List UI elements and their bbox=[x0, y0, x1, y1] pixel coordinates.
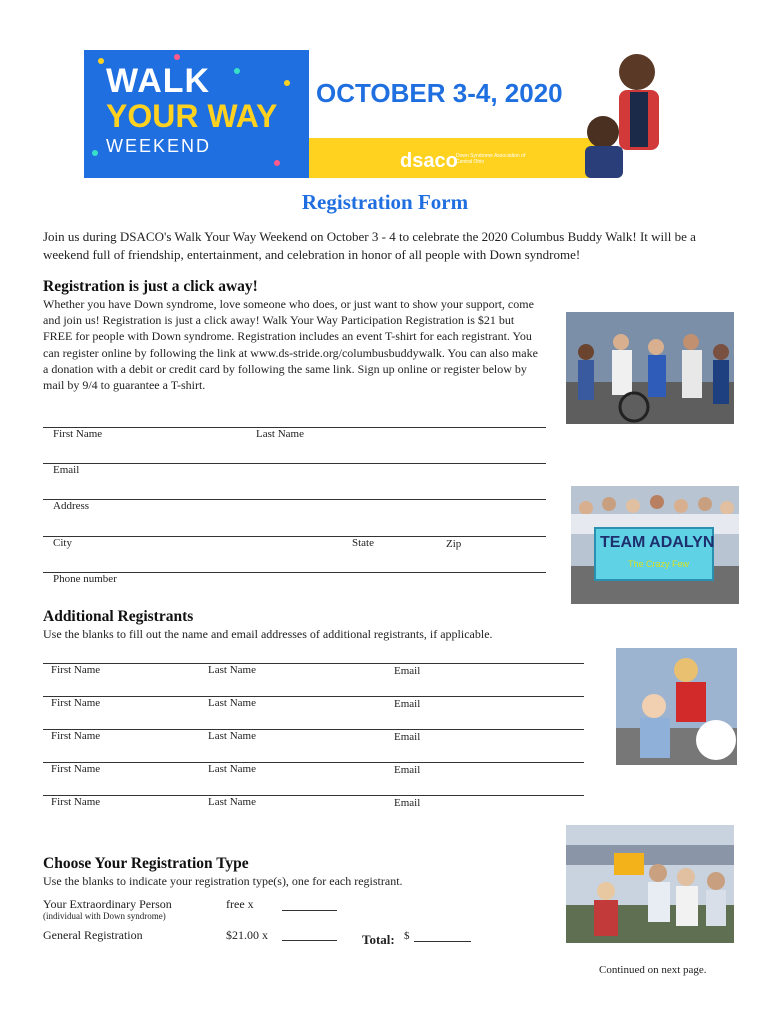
additional-last-name-label: Last Name bbox=[208, 730, 256, 742]
extraordinary-label: Your Extraordinary Person bbox=[43, 897, 172, 911]
page-title: Registration Form bbox=[301, 190, 469, 214]
group-stadium-photo bbox=[566, 825, 734, 943]
general-qty-blank[interactable] bbox=[282, 940, 337, 941]
additional-registrant-field[interactable] bbox=[43, 676, 584, 694]
state-label: State bbox=[352, 537, 374, 549]
additional-registrant-field[interactable] bbox=[43, 709, 584, 727]
intro-paragraph: Join us during DSACO's Walk Your Way Weekend on October 3 - 4 to celebrate the 2020 Columbus Buddy Walk! It will be a weekend full of friendship, entertainment, and celebration in honor of all people with Down syndrome! bbox=[43, 229, 696, 262]
additional-last-name-label: Last Name bbox=[208, 664, 256, 676]
form-line bbox=[43, 729, 584, 730]
form-line bbox=[43, 572, 546, 573]
additional-email-label: Email bbox=[394, 731, 421, 743]
section-heading-reg-type: Choose Your Registration Type bbox=[43, 855, 249, 872]
team-banner-subtext: The Crazy Few bbox=[628, 559, 690, 569]
address-field[interactable] bbox=[43, 512, 546, 534]
form-line bbox=[43, 499, 546, 500]
confetti-dot bbox=[92, 150, 98, 156]
additional-instructions: Use the blanks to fill out the name and email addresses of additional registrants, if applicable. bbox=[43, 627, 493, 641]
city-state-zip-field[interactable] bbox=[43, 549, 546, 571]
address-label: Address bbox=[53, 500, 90, 512]
section-heading-registration: Registration is just a click away! bbox=[43, 278, 258, 295]
continued-note: Continued on next page. bbox=[599, 964, 707, 976]
banner-date: OCTOBER 3-4, 2020 bbox=[316, 78, 563, 108]
event-banner bbox=[84, 50, 605, 178]
confetti-dot bbox=[234, 68, 240, 74]
first-last-name-field[interactable] bbox=[43, 440, 546, 462]
banner-blue-panel bbox=[84, 50, 309, 178]
additional-last-name-label: Last Name bbox=[208, 796, 256, 808]
form-line bbox=[43, 663, 584, 664]
form-line bbox=[43, 463, 546, 464]
extraordinary-qty-blank[interactable] bbox=[282, 910, 337, 911]
additional-first-name-label: First Name bbox=[51, 664, 101, 676]
last-name-label: Last Name bbox=[256, 428, 304, 440]
dsaco-logo: dsaco bbox=[400, 150, 458, 172]
form-line bbox=[43, 762, 584, 763]
total-blank[interactable] bbox=[414, 941, 471, 942]
additional-registrant-field[interactable] bbox=[43, 775, 584, 793]
child-pompom-photo bbox=[616, 648, 737, 765]
confetti-dot bbox=[284, 80, 290, 86]
form-line bbox=[43, 696, 584, 697]
confetti-dot bbox=[98, 58, 104, 64]
dsaco-logo-subtitle: Down Syndrome Association of Central Ohio bbox=[456, 153, 526, 165]
additional-first-name-label: First Name bbox=[51, 796, 101, 808]
total-currency: $ bbox=[404, 930, 410, 942]
additional-email-label: Email bbox=[394, 665, 421, 677]
phone-label: Phone number bbox=[53, 573, 117, 585]
kids-photo bbox=[575, 50, 675, 178]
confetti-dot bbox=[274, 160, 280, 166]
city-label: City bbox=[53, 537, 72, 549]
additional-registrant-field[interactable] bbox=[43, 742, 584, 760]
zip-label: Zip bbox=[446, 538, 462, 550]
banner-weekend-text: WEEKEND bbox=[106, 136, 212, 156]
banner-walk-text: WALK bbox=[106, 62, 211, 100]
additional-registrant-field[interactable] bbox=[43, 808, 584, 826]
banner-your-way-text: YOUR WAY bbox=[106, 98, 278, 134]
extraordinary-note: (individual with Down syndrome) bbox=[43, 911, 166, 921]
reg-type-instructions: Use the blanks to indicate your registration type(s), one for each registrant. bbox=[43, 874, 403, 888]
confetti-dot bbox=[174, 54, 180, 60]
general-label: General Registration bbox=[43, 928, 143, 942]
additional-last-name-label: Last Name bbox=[208, 697, 256, 709]
section-heading-additional: Additional Registrants bbox=[43, 608, 194, 625]
additional-last-name-label: Last Name bbox=[208, 763, 256, 775]
email-field[interactable] bbox=[43, 476, 546, 498]
form-line bbox=[43, 795, 584, 796]
general-price: $21.00 x bbox=[226, 928, 268, 942]
email-label: Email bbox=[53, 464, 80, 476]
additional-first-name-label: First Name bbox=[51, 730, 101, 742]
team-banner-text: TEAM ADALYN bbox=[600, 534, 715, 551]
total-label: Total: bbox=[362, 932, 395, 947]
additional-first-name-label: First Name bbox=[51, 697, 101, 709]
walkers-photo bbox=[566, 312, 734, 424]
additional-email-label: Email bbox=[394, 764, 421, 776]
form-line bbox=[43, 536, 546, 537]
additional-first-name-label: First Name bbox=[51, 763, 101, 775]
extraordinary-price: free x bbox=[226, 897, 254, 911]
first-name-label: First Name bbox=[53, 428, 103, 440]
registration-paragraph: Whether you have Down syndrome, love someone who does, or just want to show your support, come and join us! Registration is just a click away! Walk Your Way Participation Registration is $21 but FREE for people with Down syndrome. Registration includes an event T-shirt for each registrant. You can register online by following the link at www.ds-stride.org/columbusbuddywalk. You can also make a donation with a debit or credit card by following the same link. Sign up online or register below by mail by 9/4 to guarantee a T-shirt. bbox=[43, 297, 538, 393]
additional-email-label: Email bbox=[394, 698, 421, 710]
additional-email-label: Email bbox=[394, 797, 421, 809]
